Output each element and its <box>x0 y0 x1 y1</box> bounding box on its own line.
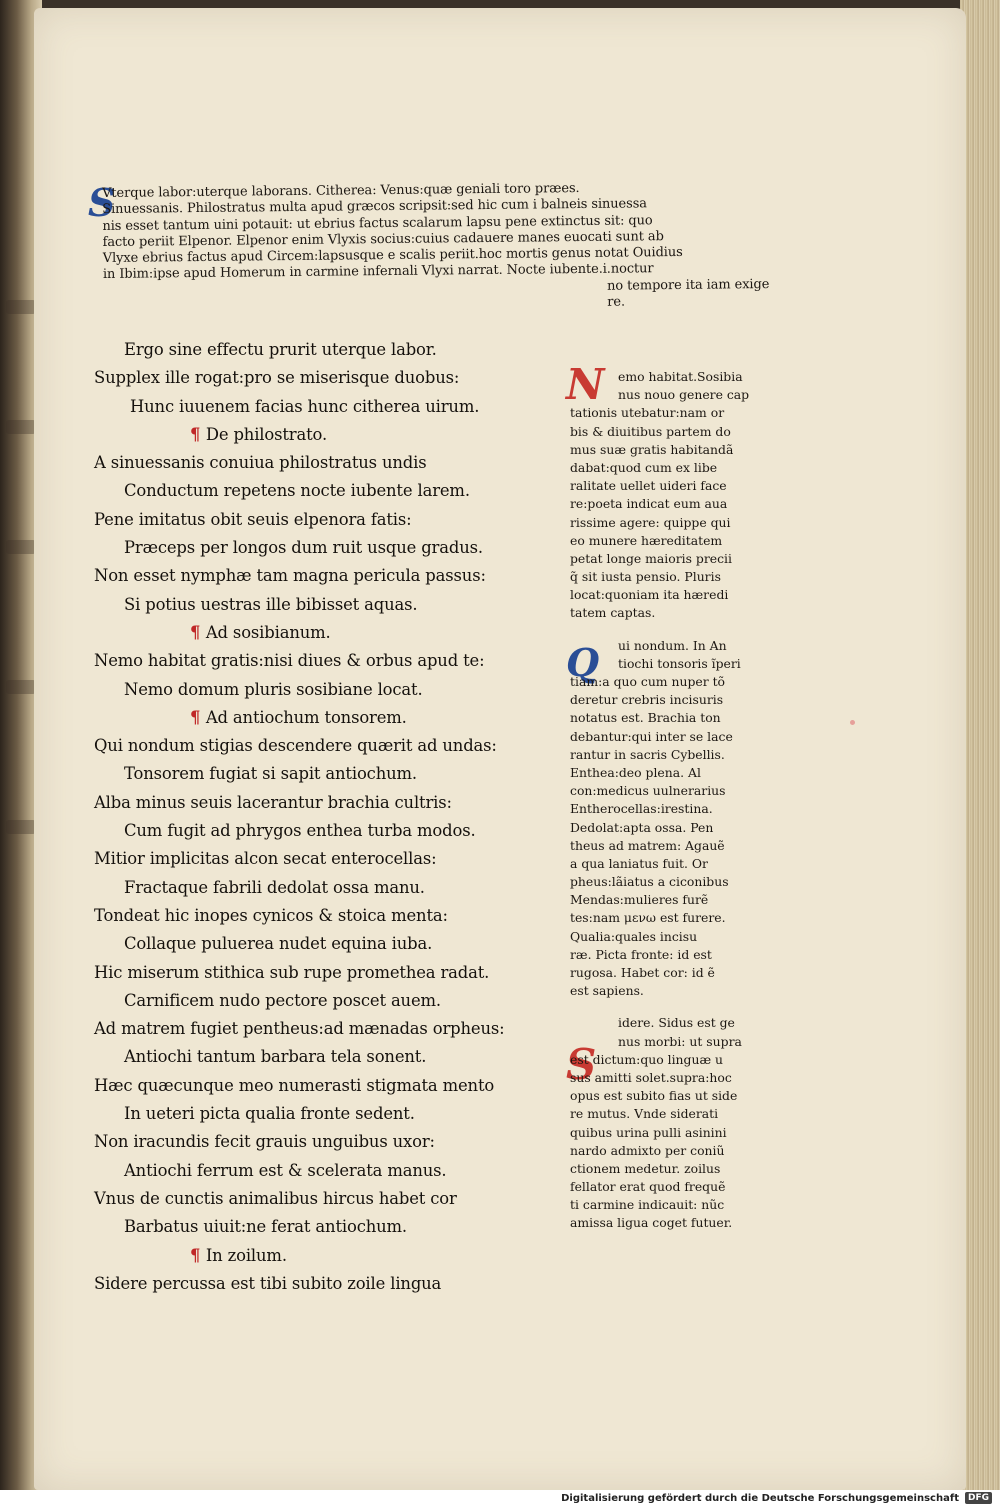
verse-text: Nemo habitat gratis:nisi diues & orbus apud te: <box>94 651 485 671</box>
verse-heading <box>94 1242 564 1270</box>
verse-text: In ueteri picta qualia fronte sedent. <box>124 1104 415 1124</box>
side-commentary-line: mus suæ gratis habitandã <box>570 441 734 457</box>
dfg-logo: DFG <box>965 1492 992 1504</box>
commentary-line: Sinuessanis. Philostratus multa apud græcos scripsit:sed hic cum i balneis sinuessa <box>102 196 647 218</box>
verse-line <box>94 506 564 534</box>
verse-text: Ad sosibianum. <box>205 622 331 642</box>
side-commentary-line: debantur:qui inter se lace <box>570 728 733 744</box>
side-commentary-line: ralitate uellet uideri face <box>570 478 727 494</box>
verse-line <box>94 534 564 562</box>
side-commentary-line: a qua laniatus fuit. Or <box>570 855 708 871</box>
side-commentary-line: tiam:a quo cum nuper tõ <box>570 674 726 689</box>
verse-text: Conductum repetens nocte iubente larem. <box>124 481 470 501</box>
side-commentary-block <box>570 637 790 1001</box>
commentary-line: no tempore ita iam exige <box>606 276 770 294</box>
verse-text: Hic miserum stithica sub rupe promethea radat. <box>94 962 490 982</box>
side-commentary-column <box>570 368 790 1247</box>
footer-credit-text: Digitalisierung gefördert durch die Deutsche Forschungsgemeinschaft <box>561 1492 959 1504</box>
side-commentary-line: est sapiens. <box>570 983 644 999</box>
footer-credit-bar <box>0 1490 1000 1506</box>
verse-heading <box>94 421 564 449</box>
side-commentary-line: tiochi tonsoris ĩperi <box>618 655 741 671</box>
side-commentary-line: re:poeta indicat eum aua <box>570 496 728 512</box>
verse-line <box>94 817 564 845</box>
side-commentary-line: re mutus. Vnde siderati <box>570 1106 719 1122</box>
verse-line <box>94 449 564 477</box>
side-commentary-line: deretur crebris incisuris <box>570 692 724 708</box>
side-commentary-line: bis & diuitibus partem do <box>570 423 731 439</box>
verse-text: Hæc quæcunque meo numerasti stigmata mento <box>94 1075 495 1095</box>
verse-text: Ad antiochum tonsorem. <box>205 707 407 727</box>
verse-text: Vnus de cunctis animalibus hircus habet cor <box>94 1188 457 1208</box>
verse-line <box>94 874 564 902</box>
verse-line <box>94 987 564 1015</box>
verse-text: Supplex ille rogat:pro se miserisque duobus: <box>94 368 460 388</box>
initial-letter-s-red: S <box>566 1040 597 1089</box>
verse-text: Hunc iuuenem facias hunc citherea uirum. <box>130 396 480 416</box>
verse-text: Ad matrem fugiet pentheus:ad mænadas orpheus: <box>94 1019 505 1039</box>
verse-text: Nemo domum pluris sosibiane locat. <box>124 679 423 699</box>
verse-heading <box>94 704 564 732</box>
verse-text: A sinuessanis conuiua philostratus undis <box>94 453 427 473</box>
page-stack-right <box>960 0 1000 1490</box>
verse-text: Tondeat hic inopes cynicos & stoica menta: <box>94 905 448 925</box>
facing-page-bleed <box>6 300 36 314</box>
verse-column <box>94 336 564 1298</box>
side-commentary-line: eo munere hæreditatem <box>570 532 723 548</box>
verse-line <box>94 1100 564 1128</box>
side-commentary-line: locat:quoniam ita hæredi <box>570 587 729 603</box>
verse-line <box>94 1015 564 1043</box>
verse-line <box>94 562 564 590</box>
side-commentary-line: tes:nam μενω est furere. <box>570 910 726 926</box>
side-commentary-line: emo habitat.Sosibia <box>618 369 743 384</box>
commentary-line: facto periit Elpenor. Elpenor enim Vlyxis socius:cuius cadauere manes euocati sunt ab <box>102 229 664 250</box>
verse-text: Ergo sine effectu prurit uterque labor. <box>124 340 437 359</box>
paragraph-mark-icon: ¶ <box>190 622 206 642</box>
side-commentary-line: theus ad matrem: Agauẽ <box>570 837 725 853</box>
side-commentary-block <box>570 368 790 623</box>
side-commentary-line: ctionem medetur. zoilus <box>570 1160 721 1176</box>
paragraph-mark-icon: ¶ <box>190 1245 206 1265</box>
side-commentary-line: Qualia:quales incisu <box>570 928 698 944</box>
side-commentary-line: con:medicus uulnerarius <box>570 783 726 799</box>
verse-line <box>94 930 564 958</box>
verse-line <box>94 959 564 987</box>
verse-text: Collaque puluerea nudet equina iuba. <box>124 934 433 954</box>
side-commentary-line: ræ. Picta fronte: id est <box>570 946 712 962</box>
commentary-line: in Ibim:ipse apud Homerum in carmine infernali Vlyxi narrat. Nocte iubente.i.noctur <box>102 261 654 283</box>
verse-line <box>94 1072 564 1100</box>
verse-text: Tonsorem fugiat si sapit antiochum. <box>124 764 417 784</box>
verse-line <box>94 393 564 421</box>
side-commentary-line: rissime agere: quippe qui <box>570 514 731 530</box>
verse-text: Præceps per longos dum ruit usque gradus. <box>124 538 483 558</box>
verse-line <box>94 1157 564 1185</box>
side-commentary-line: Enthea:deo plena. Al <box>570 764 701 780</box>
side-commentary-line: est dictum:quo linguæ u <box>570 1051 724 1067</box>
verse-line <box>94 647 564 675</box>
side-commentary-line: nus nouo genere cap <box>618 387 750 403</box>
commentary-line: Vterque labor:uterque laborans. Citherea: Venus:quæ geniali toro præes. <box>102 181 580 201</box>
side-commentary-line: petat longe maioris precii <box>570 550 732 566</box>
side-commentary-line: idere. Sidus est ge <box>618 1015 735 1031</box>
paragraph-mark-icon: ¶ <box>190 707 206 727</box>
side-commentary-line: dabat:quod cum ex libe <box>570 459 718 475</box>
verse-text: Antiochi ferrum est & scelerata manus. <box>124 1160 447 1180</box>
side-commentary-line: q̃ sit iusta pensio. Pluris <box>570 569 721 585</box>
side-commentary-line: tationis utebatur:nam or <box>570 405 725 421</box>
commentary-line: re. <box>607 294 626 310</box>
commentary-line: nis esset tantum uini potauit: ut ebrius factus scalarum lapsu pene extinctus sit: quo <box>102 212 653 234</box>
verse-text: Carnificem nudo pectore poscet auem. <box>124 990 441 1010</box>
side-commentary-line: nardo admixto per coniũ <box>570 1142 725 1158</box>
initial-letter-n-red: N <box>566 360 605 409</box>
verse-line <box>94 591 564 619</box>
verse-line <box>94 364 564 392</box>
side-commentary-line: ui nondum. In An <box>618 637 727 653</box>
facing-page-bleed <box>6 540 36 554</box>
verse-text: Non esset nymphæ tam magna pericula passus: <box>94 566 486 586</box>
verse-text: Antiochi tantum barbara tela sonent. <box>124 1047 427 1067</box>
verse-line <box>94 477 564 505</box>
paragraph-mark-icon: ¶ <box>190 424 206 444</box>
verse-text: De philostrato. <box>205 424 328 444</box>
initial-letter-q-blue: Q <box>566 640 600 685</box>
verse-text: Mitior implicitas alcon secat enterocellas: <box>94 849 437 869</box>
verse-line <box>94 1270 564 1298</box>
verse-text: Fractaque fabrili dedolat ossa manu. <box>124 877 425 897</box>
side-commentary-line: quibus urina pulli asinini <box>570 1124 727 1140</box>
verse-line <box>94 902 564 930</box>
verse-text: Si potius uestras ille bibisset aquas. <box>124 594 418 614</box>
verse-text: Non iracundis fecit grauis unguibus uxor: <box>94 1132 435 1152</box>
commentary-top-block <box>102 179 795 317</box>
side-commentary-line: sus amitti solet.supra:hoc <box>570 1069 732 1085</box>
commentary-line: Vlyxe ebrius factus apud Circem:lapsusque e scalis periit.hoc mortis genus notat Ouidius <box>102 245 683 267</box>
verse-line <box>94 1213 564 1241</box>
initial-letter-s-blue: S <box>88 180 116 225</box>
side-commentary-line: Mendas:mulieres furẽ <box>570 892 709 908</box>
verse-text: Sidere percussa est tibi subito zoile lingua <box>94 1273 442 1293</box>
red-stain <box>850 720 855 725</box>
side-commentary-line: amissa ligua coget futuer. <box>570 1215 733 1231</box>
verse-line <box>94 1043 564 1071</box>
verse-line <box>94 1128 564 1156</box>
verse-line <box>94 676 564 704</box>
verse-line <box>94 732 564 760</box>
verse-text: Cum fugit ad phrygos enthea turba modos. <box>124 821 476 841</box>
side-commentary-line: tatem captas. <box>570 605 656 621</box>
facing-page-bleed <box>6 820 36 834</box>
side-commentary-line: nus morbi: ut supra <box>618 1033 742 1049</box>
side-commentary-block <box>570 1014 790 1232</box>
side-commentary-line: Entherocellas:irestina. <box>570 801 713 817</box>
facing-page-bleed <box>6 420 36 434</box>
verse-text: Pene imitatus obit seuis elpenora fatis: <box>94 509 412 529</box>
side-commentary-line: rantur in sacris Cybellis. <box>570 746 725 762</box>
side-commentary-line: Dedolat:apta ossa. Pen <box>570 819 714 835</box>
side-commentary-line: rugosa. Habet cor: id ẽ <box>570 965 715 980</box>
facing-page-bleed <box>6 680 36 694</box>
verse-text: Qui nondum stigias descendere quærit ad undas: <box>94 736 497 756</box>
verse-line <box>94 760 564 788</box>
side-commentary-line: ti carmine indicauit: nũc <box>570 1197 725 1213</box>
verse-text: Barbatus uiuit:ne ferat antiochum. <box>124 1217 407 1237</box>
side-commentary-line: pheus:lãiatus a ciconibus <box>570 874 729 890</box>
verse-text: In zoilum. <box>205 1245 287 1265</box>
verse-heading <box>94 619 564 647</box>
verse-line <box>94 1185 564 1213</box>
side-commentary-line: opus est subito fias ut side <box>570 1088 738 1104</box>
side-commentary-line: notatus est. Brachia ton <box>570 710 721 726</box>
verse-line <box>94 336 564 364</box>
verse-line <box>94 845 564 873</box>
verse-text: Alba minus seuis lacerantur brachia cultris: <box>94 792 452 812</box>
verse-line <box>94 789 564 817</box>
side-commentary-line: fellator erat quod frequẽ <box>570 1179 726 1195</box>
